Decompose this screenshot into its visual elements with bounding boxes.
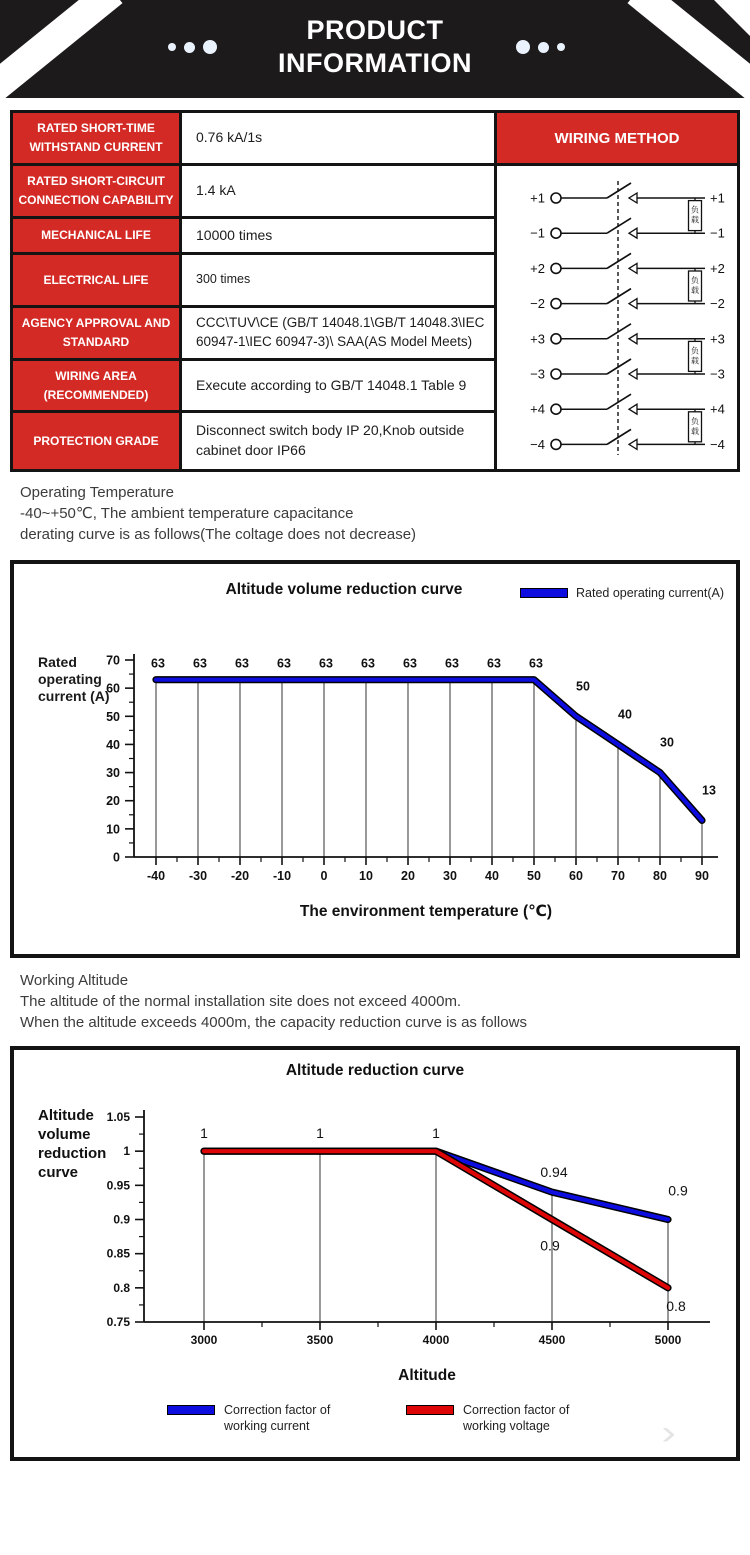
svg-text:+3: +3 (710, 331, 725, 347)
svg-text:−1: −1 (530, 225, 545, 241)
svg-text:70: 70 (611, 869, 625, 883)
page-title-line1: PRODUCT (306, 15, 444, 45)
svg-text:63: 63 (193, 656, 207, 671)
svg-text:60: 60 (569, 869, 583, 883)
svg-text:90: 90 (695, 869, 709, 883)
svg-text:1.05: 1.05 (106, 1110, 130, 1125)
chart-plot (14, 1050, 736, 1457)
spec-value: 0.76 kA/1s (182, 113, 494, 163)
svg-text:负: 负 (691, 205, 699, 215)
spec-value: Execute according to GB/T 14048.1 Table 9 (182, 361, 494, 410)
svg-text:63: 63 (403, 656, 417, 671)
svg-text:50: 50 (527, 869, 541, 883)
y-axis-label: Rated operating current (A) (38, 654, 110, 704)
svg-text:−4: −4 (710, 436, 725, 452)
temperature-derating-chart (10, 560, 740, 958)
wiring-method-panel (494, 113, 737, 469)
svg-text:30: 30 (443, 869, 457, 883)
spec-label: MECHANICAL LIFE (13, 219, 179, 252)
svg-text:10: 10 (359, 869, 373, 883)
svg-text:载: 载 (691, 356, 699, 366)
svg-text:63: 63 (487, 656, 501, 671)
chart-plot (14, 564, 736, 954)
svg-text:63: 63 (277, 656, 291, 671)
y-axis-label: Altitude volume reduction curve (38, 1107, 107, 1181)
note-line: derating curve is as follows(The coltage does not decrease) (20, 526, 417, 543)
svg-text:63: 63 (319, 656, 333, 671)
svg-text:0.85: 0.85 (106, 1246, 130, 1261)
svg-text:+2: +2 (710, 260, 725, 276)
chart-legend (14, 1402, 736, 1434)
svg-text:10: 10 (106, 822, 120, 837)
note-line: The altitude of the normal installation site does not exceed 4000m. (20, 993, 462, 1010)
svg-text:63: 63 (235, 656, 249, 671)
chart-title: Altitude reduction curve (285, 1062, 465, 1079)
svg-text:−3: −3 (530, 366, 545, 382)
svg-text:0: 0 (320, 869, 328, 883)
svg-text:0.8: 0.8 (113, 1280, 130, 1295)
svg-text:0.94: 0.94 (540, 1164, 568, 1181)
svg-text:1: 1 (316, 1125, 324, 1142)
svg-text:0.95: 0.95 (106, 1178, 130, 1193)
watermark-chevron: › (660, 1414, 676, 1452)
svg-text:载: 载 (691, 215, 699, 225)
svg-text:0.75: 0.75 (106, 1315, 130, 1329)
svg-text:1: 1 (432, 1125, 440, 1142)
svg-text:-30: -30 (188, 869, 208, 883)
legend-label: Correction factor of working voltage (463, 1403, 570, 1433)
svg-text:50: 50 (576, 679, 590, 694)
spec-value: 10000 times (182, 219, 494, 252)
svg-text:0.8: 0.8 (666, 1297, 686, 1314)
page-title-line2: INFORMATION (278, 48, 472, 78)
note-line: -40~+50℃, The ambient temperature capacitance (20, 505, 354, 522)
chart-title: Altitude volume reduction curve (225, 581, 463, 598)
svg-text:-20: -20 (230, 869, 250, 883)
svg-text:−2: −2 (530, 296, 545, 312)
svg-text:50: 50 (106, 709, 120, 724)
svg-text:载: 载 (691, 286, 699, 295)
svg-text:+1: +1 (530, 190, 545, 206)
svg-text:+4: +4 (710, 401, 725, 417)
svg-text:3000: 3000 (190, 1333, 218, 1347)
spec-value: Disconnect switch body IP 20,Knob outside cabinet door IP66 (182, 413, 494, 469)
svg-text:The environment temperature (℃: The environment temperature (℃) (299, 903, 553, 920)
svg-text:60: 60 (106, 681, 120, 696)
wiring-diagram (497, 166, 737, 469)
svg-text:13: 13 (702, 783, 716, 798)
svg-text:负: 负 (691, 416, 699, 426)
svg-text:0.9: 0.9 (113, 1212, 130, 1227)
svg-text:63: 63 (529, 656, 543, 671)
svg-text:63: 63 (361, 656, 375, 671)
svg-text:0.9: 0.9 (668, 1182, 688, 1199)
spec-value: 300 times (182, 255, 494, 305)
spec-label: RATED SHORT-TIME WITHSTAND CURRENT (13, 113, 179, 163)
svg-text:−1: −1 (710, 225, 725, 241)
legend-swatch-blue (167, 1405, 215, 1415)
svg-text:-40: -40 (146, 869, 166, 883)
svg-text:0: 0 (113, 850, 120, 865)
svg-text:Altitude: Altitude (398, 1367, 456, 1384)
svg-text:-10: -10 (272, 869, 292, 883)
legend-swatch-red (406, 1405, 454, 1415)
svg-text:4500: 4500 (538, 1333, 566, 1347)
svg-text:20: 20 (401, 869, 415, 883)
svg-text:30: 30 (106, 766, 120, 781)
working-altitude-note (20, 970, 750, 1033)
svg-text:63: 63 (151, 656, 165, 671)
svg-text:63: 63 (445, 656, 459, 671)
svg-text:+3: +3 (530, 331, 545, 347)
operating-temperature-note (20, 482, 750, 545)
svg-text:+1: +1 (710, 190, 725, 206)
svg-text:+2: +2 (530, 260, 545, 276)
svg-text:1: 1 (123, 1144, 130, 1159)
svg-text:−3: −3 (710, 366, 725, 382)
spec-value: CCC\TUV\CE (GB/T 14048.1\GB/T 14048.3\IEC 60947-1\IEC 60947-3)\ SAA(AS Model Meets) (182, 308, 494, 358)
svg-text:30: 30 (660, 735, 674, 750)
spec-label: ELECTRICAL LIFE (13, 255, 179, 305)
svg-text:负: 负 (691, 276, 699, 285)
svg-text:5000: 5000 (654, 1333, 682, 1347)
spec-value: 1.4 kA (182, 166, 494, 216)
svg-text:−4: −4 (530, 436, 545, 452)
legend-item-voltage (406, 1402, 583, 1434)
svg-text:载: 载 (691, 426, 699, 436)
spec-label: AGENCY APPROVAL AND STANDARD (13, 308, 179, 358)
svg-text:70: 70 (106, 653, 120, 668)
svg-text:负: 负 (691, 346, 699, 356)
wiring-method-header: WIRING METHOD (497, 113, 737, 166)
note-heading: Operating Temperature (20, 484, 174, 501)
svg-text:3500: 3500 (306, 1333, 334, 1347)
page-title (0, 14, 750, 80)
product-information-banner (0, 0, 750, 98)
legend-label: Correction factor of working current (224, 1403, 331, 1433)
note-line: When the altitude exceeds 4000m, the capacity reduction curve is as follows (20, 1014, 527, 1031)
altitude-reduction-chart (10, 1046, 740, 1461)
spec-table (10, 110, 740, 472)
legend-item-current (167, 1402, 344, 1434)
spec-label: RATED SHORT-CIRCUIT CONNECTION CAPABILITY (13, 166, 179, 216)
svg-text:40: 40 (106, 737, 120, 752)
note-heading: Working Altitude (20, 972, 129, 989)
svg-text:40: 40 (485, 869, 499, 883)
spec-label: PROTECTION GRADE (13, 413, 179, 469)
svg-text:−2: −2 (710, 296, 725, 312)
svg-text:80: 80 (653, 869, 667, 883)
svg-text:40: 40 (618, 707, 632, 722)
svg-text:4000: 4000 (422, 1333, 450, 1347)
svg-text:1: 1 (200, 1125, 208, 1142)
svg-text:+4: +4 (530, 401, 545, 417)
svg-text:0.9: 0.9 (540, 1237, 560, 1254)
spec-grid (13, 113, 494, 469)
spec-label: WIRING AREA (RECOMMENDED) (13, 361, 179, 410)
legend-label: Rated operating current(A) (576, 586, 724, 600)
svg-text:20: 20 (106, 794, 120, 809)
